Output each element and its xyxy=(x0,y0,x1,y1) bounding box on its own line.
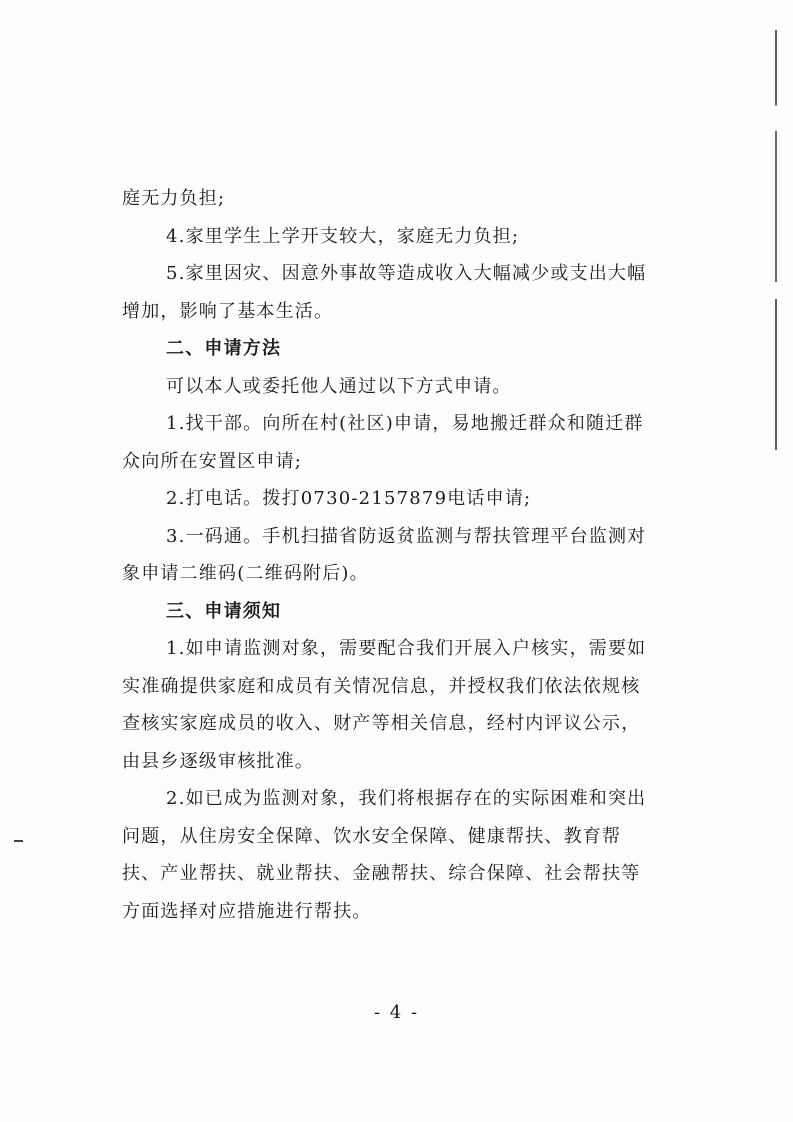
text-line: 2.如已成为监测对象，我们将根据存在的实际困难和突出 xyxy=(166,788,647,809)
section-heading-application-notes: 三、申请须知 xyxy=(166,600,282,622)
text-line: 4.家里学生上学开支较大，家庭无力负担; xyxy=(166,225,520,247)
scan-dash-mark xyxy=(14,840,23,842)
text-line: 实准确提供家庭和成员有关情况信息，并授权我们依法依规核 xyxy=(122,675,641,697)
scan-edge-mark xyxy=(775,30,777,450)
document-body xyxy=(122,180,662,930)
text-line: 查核实家庭成员的收入、财产等相关信息，经村内评议公示， xyxy=(122,713,641,734)
text-line: 庭无力负担; xyxy=(122,188,226,209)
text-line: 1.如申请监测对象，需要配合我们开展入户核实，需要如 xyxy=(166,638,647,659)
text-line: 由县乡逐级审核批准。 xyxy=(122,750,314,772)
text-line: 方面选择对应措施进行帮扶。 xyxy=(122,900,372,922)
text-line: 问题，从住房安全保障、饮水安全保障、健康帮扶、教育帮 xyxy=(122,825,622,847)
page-number: - 4 - xyxy=(373,1002,420,1023)
text-line: 增加，影响了基本生活。 xyxy=(122,300,334,322)
text-line: 1.找干部。向所在村(社区)申请，易地搬迁群众和随迁群 xyxy=(166,413,644,434)
text-line: 3.一码通。手机扫描省防返贫监测与帮扶管理平台监测对 xyxy=(166,525,647,547)
text-line: 可以本人或委托他人通过以下方式申请。 xyxy=(166,375,512,397)
text-line: 扶、产业帮扶、就业帮扶、金融帮扶、综合保障、社会帮扶等 xyxy=(122,863,641,884)
text-line: 象申请二维码(二维码附后)。 xyxy=(122,563,369,584)
text-line: 众向所在安置区申请; xyxy=(122,450,303,472)
text-line: 5.家里因灾、因意外事故等造成收入大幅减少或支出大幅 xyxy=(166,263,647,284)
text-line: 2.打电话。拨打0730-2157879电话申请; xyxy=(166,488,532,509)
section-heading-application-method: 二、申请方法 xyxy=(166,338,282,359)
